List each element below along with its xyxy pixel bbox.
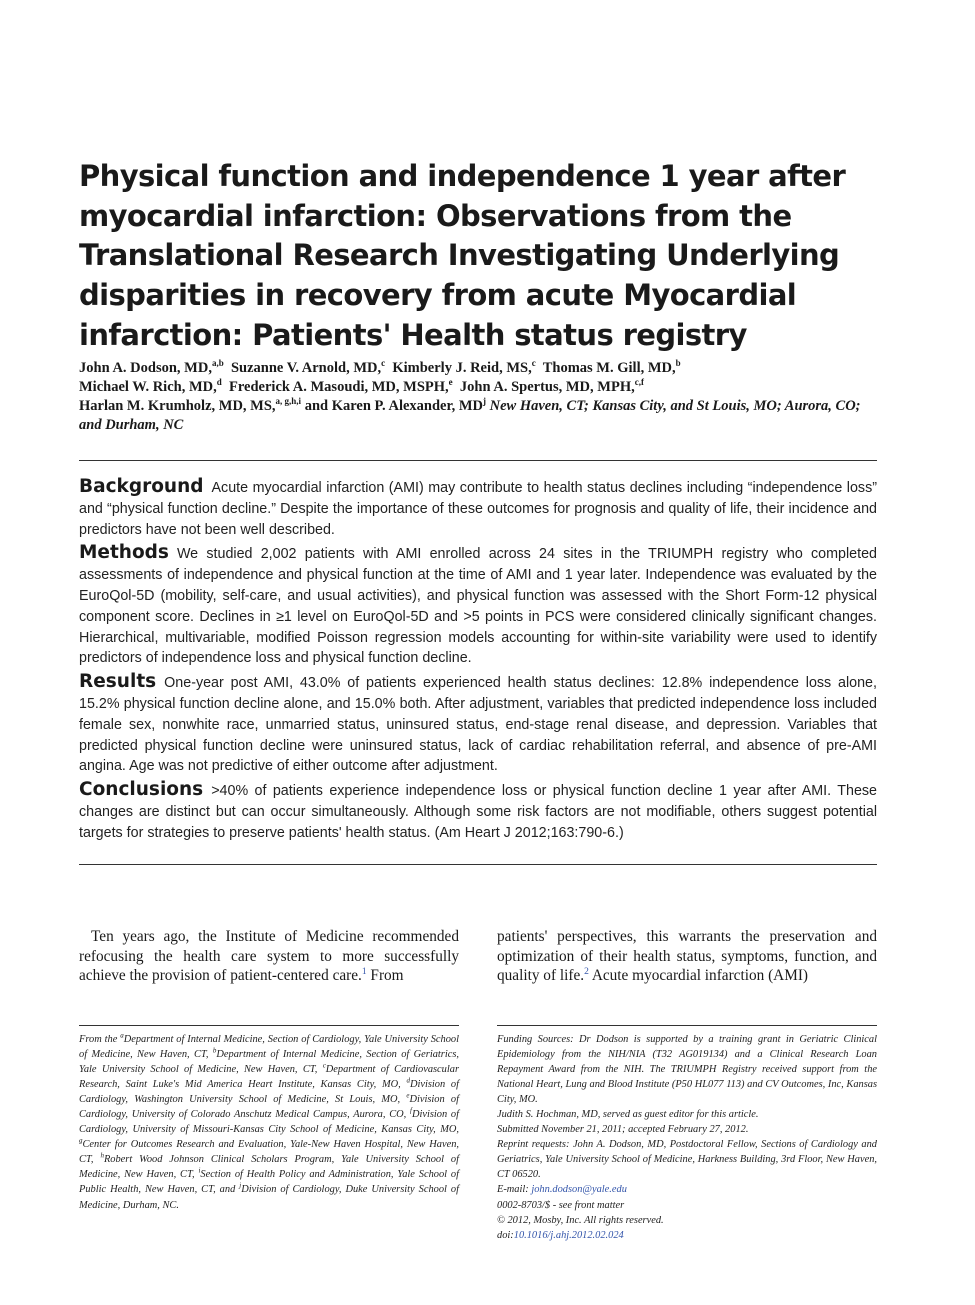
affiliation-marker: g xyxy=(79,1136,83,1145)
affiliation-marker: c xyxy=(531,358,536,369)
affiliation-marker: f xyxy=(410,1106,412,1115)
affiliation-marker: d xyxy=(216,377,222,388)
body-paragraph xyxy=(497,927,877,986)
affiliation-marker: a xyxy=(120,1031,124,1040)
email-line xyxy=(497,1182,877,1197)
abstract-bottom-rule xyxy=(79,864,877,865)
copyright-line: © 2012, Mosby, Inc. All rights reserved. xyxy=(497,1214,664,1226)
author: Kimberly J. Reid, MS, xyxy=(392,360,532,376)
abstract-results xyxy=(79,672,877,777)
body-text: Acute myocardial infarction (AMI) xyxy=(588,967,809,984)
abstract-methods xyxy=(79,543,877,669)
section-heading: Results xyxy=(79,671,157,693)
affiliation-marker: e xyxy=(448,377,453,388)
affiliation-text: Department of Internal Medicine, Section of Geriatrics, Yale University School of Medicine, New Haven, CT, xyxy=(79,1049,459,1076)
section-text: We studied 2,002 patients with AMI enrolled across 24 sites in the TRIUMPH registry who completed assessments of independence and physical function at the time of AMI and 1 year later. Independence was evaluated by the EuroQol-5D (mobility, self-care, and usual activities), and physical function was assessed with the Short Form-12 physical component score. Declines in ≥1 level on EuroQol-5D and >5 points in PCS were considered clinically significant changes. Hierarchical, multivariable, modified Poisson regression models accounting for within-site variability were used to identify predictors of independence loss and physical function decline. xyxy=(79,546,877,667)
affiliation-text: Division of Cardiology, University of Colorado Anschutz Medical Campus, Aurora, CO, xyxy=(79,1094,459,1121)
affiliation-marker: b xyxy=(675,358,681,369)
body-text: From xyxy=(366,967,404,984)
section-heading: Methods xyxy=(79,542,169,564)
affiliation-marker: c,f xyxy=(634,377,644,388)
author: Suzanne V. Arnold, MD, xyxy=(230,360,382,376)
section-heading: Background xyxy=(79,476,204,497)
guest-editor-note: Judith S. Hochman, MD, served as guest editor for this article. xyxy=(497,1109,759,1121)
doi-line xyxy=(497,1228,877,1243)
funding-sources: Funding Sources: Dr Dodson is supported by a training grant in Geriatric Clinical Epidemiology from the NIH/NIA (T32 AG019134) and a Clinical Research Loan Repayment Award from the NIH. The TRIUMPH Registry received support from the National Heart, Lung and Blood Institute (P50 HL077 113) and CV Outcomes, Inc, Kansas City, MO. xyxy=(497,1034,877,1106)
abstract-conclusions xyxy=(79,780,877,843)
article-title: Physical function and independence 1 year after myocardial infarction: Observations from the Translational Research Investigating Underlying disparities in recovery from acute Myocardial infarction: Patients' Health status registry xyxy=(79,159,846,352)
body-paragraph xyxy=(79,927,459,986)
author-list xyxy=(79,359,879,435)
abstract-background xyxy=(79,477,877,540)
reprint-requests: Reprint requests: John A. Dodson, MD, Postdoctoral Fellow, Sections of Cardiology and Geriatrics, Yale University School of Medicine, Harkness Building, 3rd Floor, New Haven, CT 06520. xyxy=(497,1139,877,1181)
body-text: patients' perspectives, this warrants the preservation and optimization of their health status, symptoms, function, and quality of life. xyxy=(497,928,877,984)
author: and Karen P. Alexander, MD xyxy=(304,398,484,414)
abstract-top-rule xyxy=(79,460,877,461)
affiliation-marker: j xyxy=(483,396,487,407)
affiliations-footnote xyxy=(79,1032,459,1213)
affiliation-marker: b xyxy=(212,1046,217,1055)
section-heading: Conclusions xyxy=(79,779,204,801)
author: Michael W. Rich, MD, xyxy=(79,379,217,395)
section-text: One-year post AMI, 43.0% of patients experienced health status declines: 12.8% independence loss alone, 15.2% physical function decline alone, and 15.0% both. After adjustment, variables that predicted independence loss included female sex, nonwhite race, unmarried status, uninsured status, end-stage renal disease, and depression. Variables that predicted physical function decline were uninsured status, lack of cardiac rehabilitation referral, and absence of pre-AMI angina. Age was not predictive of either outcome after adjustment. xyxy=(79,675,877,775)
abstract xyxy=(79,477,877,847)
affiliation-marker: a,b xyxy=(211,358,224,369)
author: Frederick A. Masoudi, MD, MSPH, xyxy=(229,379,449,395)
section-text: >40% of patients experience independence loss or physical function decline 1 year after AMI. These changes are distinct but can occur simultaneously. Although some risk factors are not modifiable, others suggest potential targets for strategies to preserve patients' health status. (Am Heart J 2012;163:790-6.) xyxy=(79,783,877,841)
affiliation-text: Robert Wood Johnson Clinical Scholars Program, Yale University School of Medicine, New Haven, CT, xyxy=(79,1154,459,1181)
affiliation-text: Center for Outcomes Research and Evaluation, Yale-New Haven Hospital, New Haven, CT, xyxy=(79,1139,459,1166)
affiliation-text: Department of Cardiovascular Research, Saint Luke's Mid America Heart Institute, Kansas City, MO, xyxy=(79,1064,459,1091)
affiliation-marker: d xyxy=(406,1076,410,1085)
affiliation-marker: c xyxy=(381,358,386,369)
reference-link[interactable]: 2 xyxy=(584,966,589,977)
doi-label: doi: xyxy=(497,1229,514,1241)
affiliation-marker: j xyxy=(239,1182,242,1190)
body-column-left xyxy=(79,927,459,986)
submission-dates: Submitted November 21, 2011; accepted February 27, 2012. xyxy=(497,1124,749,1136)
author: Harlan M. Krumholz, MD, MS, xyxy=(79,398,276,414)
affiliation-lead: From the xyxy=(79,1034,121,1045)
author: Thomas M. Gill, MD, xyxy=(542,360,676,376)
footnote-rule-left xyxy=(79,1025,459,1026)
affiliation-marker: i xyxy=(198,1166,201,1175)
affiliation-text: Division of Cardiology, University of Missouri-Kansas City School of Medicine, Kansas City, MO, xyxy=(79,1109,460,1136)
author: John A. Dodson, MD, xyxy=(79,360,212,376)
affiliation-marker: e xyxy=(406,1091,410,1100)
body-column-right xyxy=(497,927,877,986)
doi-link[interactable]: 10.1016/j.ahj.2012.02.024 xyxy=(513,1229,624,1241)
section-text: Acute myocardial infarction (AMI) may contribute to health status declines including “independence loss” and “physical function decline.” Despite the importance of these outcomes for prognosis and quality of life, their incidence and predictors have not been well described. xyxy=(79,480,877,538)
reference-link[interactable]: 1 xyxy=(361,966,367,977)
author: John A. Spertus, MD, MPH, xyxy=(459,379,635,395)
affiliation-text: Division of Cardiology, Duke University School of Medicine, Durham, NC. xyxy=(79,1184,459,1211)
email-label: E-mail: xyxy=(497,1184,532,1196)
body-text: Ten years ago, the Institute of Medicine recommended refocusing the health care system to more successfully achieve the provision of patient-centered care. xyxy=(79,928,459,984)
affiliation-marker: h xyxy=(100,1151,104,1160)
author-locations: New Haven, CT; Kansas City, and St Louis, MO; Aurora, CO; and Durham, NC xyxy=(79,398,861,433)
footnote-rule-right xyxy=(497,1025,877,1026)
email-link[interactable]: john.dodson@yale.edu xyxy=(531,1184,627,1196)
article-info-footnote xyxy=(497,1032,877,1243)
affiliation-text: Department of Internal Medicine, Section of Cardiology, Yale University School of Medicine, New Haven, CT, xyxy=(79,1034,460,1061)
affiliation-text: Division of Cardiology, Washington University School of Medicine, St Louis, MO, xyxy=(79,1079,460,1106)
affiliation-text: Section of Health Policy and Administration, Yale School of Public Health, New Haven, CT, and xyxy=(79,1169,459,1196)
issn-line: 0002-8703/$ - see front matter xyxy=(497,1199,625,1211)
affiliation-marker: c xyxy=(322,1061,326,1070)
affiliation-marker: a, g,h,i xyxy=(275,396,302,407)
